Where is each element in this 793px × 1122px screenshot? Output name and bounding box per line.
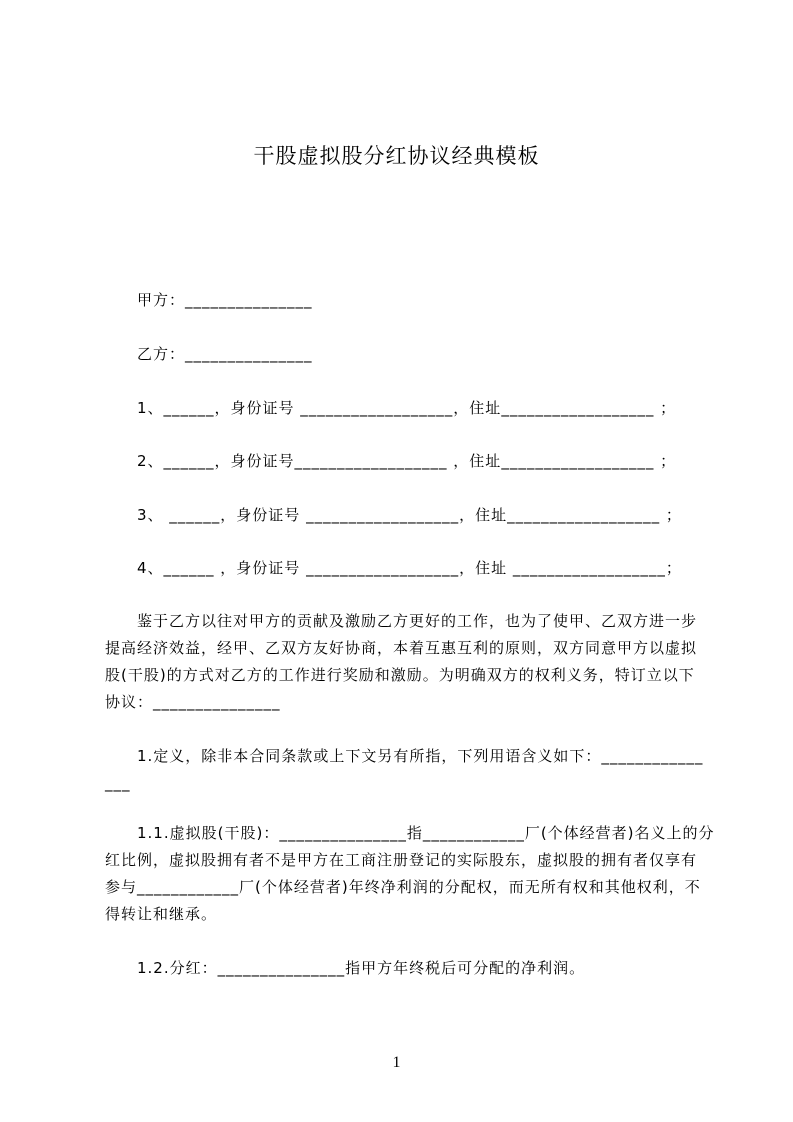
clause-1-2-line: 1.2.分红：_______________指甲方年终税后可分配的净利润。	[137, 959, 586, 977]
member-line-4: 4、______ ，身份证号 __________________，住址 __________________；	[137, 559, 682, 577]
preamble-line: 股(干股)的方式对乙方的工作进行奖励和激励。为明确双方的权利义务，特订立以下	[105, 666, 695, 684]
member-line-2: 2、______，身份证号__________________ ，住址__________________ ；	[137, 452, 677, 470]
definition-line: ___	[105, 774, 131, 792]
member-line-3: 3、 ______，身份证号 __________________，住址__________________ ；	[137, 506, 682, 524]
definition-line: 1.定义，除非本合同条款或上下文另有所指，下列用语含义如下：____________	[137, 747, 704, 765]
party-a-line: 甲方：_______________	[137, 291, 313, 309]
clause-1-1-line: 参与____________厂(个体经营者)年终净利润的分配权，而无所有权和其他权利，不	[105, 878, 701, 896]
preamble-line: 鉴于乙方以往对甲方的贡献及激励乙方更好的工作，也为了使甲、乙双方进一步	[137, 612, 698, 630]
member-line-1: 1、______，身份证号 __________________，住址__________________ ；	[137, 399, 677, 417]
clause-1-1-line: 红比例，虚拟股拥有者不是甲方在工商注册登记的实际股东，虚拟股的拥有者仅享有	[105, 851, 698, 869]
preamble-line: 协议：_______________	[105, 693, 281, 711]
page-number: 1	[392, 1054, 401, 1071]
party-b-line: 乙方：_______________	[137, 345, 313, 363]
document-title: 干股虚拟股分红协议经典模板	[253, 144, 540, 168]
preamble-line: 提高经济效益，经甲、乙双方友好协商，本着互惠互利的原则，双方同意甲方以虚拟	[105, 639, 698, 657]
clause-1-1-line: 得转让和继承。	[105, 905, 218, 923]
clause-1-1-line: 1.1.虚拟股(干股)：_______________指____________厂(个体经营者)名义上的分	[137, 824, 715, 842]
